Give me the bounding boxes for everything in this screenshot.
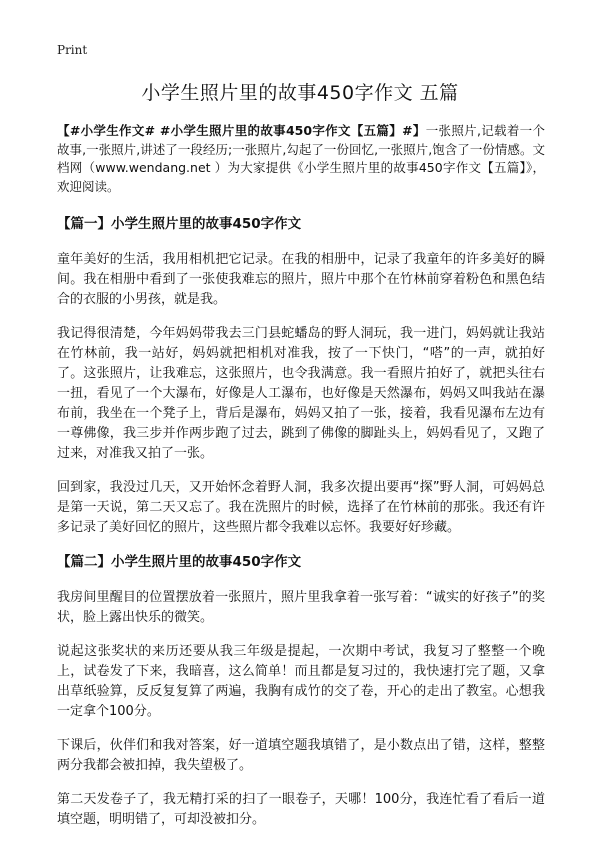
print-label: Print	[57, 43, 88, 57]
page-title: 小学生照片里的故事450字作文 五篇	[141, 82, 459, 104]
section-2-paragraph: 我房间里醒目的位置摆放着一张照片，照片里我拿着一张写着：“诚实的好孩子”的奖状，脸上露出快乐的微笑。	[57, 590, 545, 625]
section-2-paragraph: 第二天发卷子了，我无精打采的扫了一眼卷子，天哪！100分，我连忙看了看后一道填空题，明明错了，可却没被扣分。	[57, 792, 545, 827]
section-heading-1: 【篇一】小学生照片里的故事450字作文	[57, 216, 302, 232]
section-1-paragraph: 童年美好的生活，我用相机把它记录。在我的相册中，记录了我童年的许多美好的瞬间。我在相册中看到了一张使我难忘的照片，照片中那个在竹林前穿着粉色和黑色结合的衣服的小男孩，就是我。	[57, 252, 545, 307]
section-1-paragraph: 我记得很清楚，今年妈妈带我去三门县蛇蟠岛的野人洞玩，我一进门，妈妈就让我站在竹林前，我一站好，妈妈就把相机对准我，按了一下快门，“嗒”的一声，就拍好了。这张照片，让我难忘，这张照片，也令我满意。我一看照片拍好了，就把头往右一扭，看见了一个大瀑布，好像是人工瀑布，也好像是天然瀑布，妈妈又叫我站在瀑布前，我坐在一个凳子上，背后是瀑布，妈妈又拍了一张，接着，我看见瀑布左边有一尊佛像，我三步并作两步跑了过去，跳到了佛像的脚趾头上，妈妈看见了，又跑了过来，对准我又拍了一张。	[57, 326, 545, 461]
section-2-paragraph: 下课后，伙伴们和我对答案，好一道填空题我填错了，是小数点出了错，这样，整整两分我都会被扣掉，我失望极了。	[57, 738, 545, 773]
section-heading-2: 【篇二】小学生照片里的故事450字作文	[57, 554, 302, 570]
intro-text: 一张照片,记载着一个故事,一张照片,讲述了一段经历;一张照片,勾起了一份回忆,一张照片,饱含了一份情感。文档网（www.wendang.net ）为大家提供《小学生照片里的故事450字作文【五篇】》，欢迎阅读。	[57, 123, 546, 194]
section-2-paragraph: 说起这张奖状的来历还要从我三年级是提起，一次期中考试，我复习了整整一个晚上，试卷发了下来，我暗喜，这么简单！而且都是复习过的，我快速打完了题，又拿出草纸验算，反反复复算了两遍，我胸有成竹的交了卷，开心的走出了教室。心想我一定拿个100分。	[57, 644, 545, 719]
article-body	[57, 122, 545, 844]
section-1-paragraph: 回到家，我没过几天，又开始怀念着野人洞，我多次提出要再“探”野人洞，可妈妈总是第一天说，第二天又忘了。我在洗照片的时候，选择了在竹林前的那张。我还有许多记录了美好回忆的照片，这些照片都令我难以忘怀。我要好好珍藏。	[57, 480, 545, 535]
intro-paragraph	[57, 122, 545, 196]
intro-tags: 【#小学生作文# #小学生照片里的故事450字作文【五篇】#】	[57, 123, 426, 138]
